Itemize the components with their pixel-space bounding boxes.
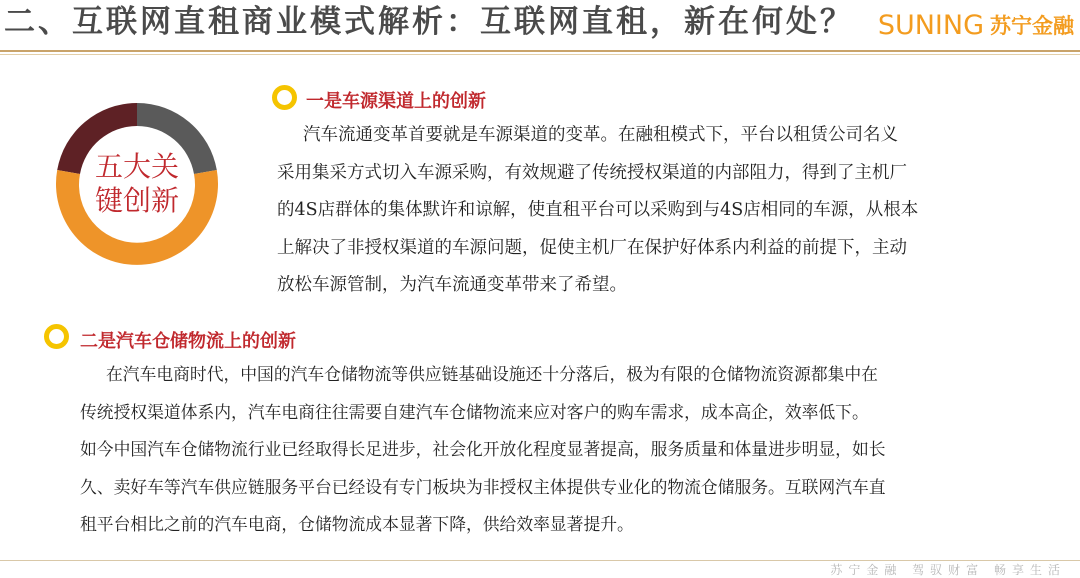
footer-slogan: 苏宁金融 驾驭财富 畅享生活	[830, 563, 1066, 577]
header-divider-thin	[0, 54, 1080, 55]
section1-line: 放松车源管制，为汽车流通变革带来了希望。	[277, 275, 627, 295]
slide-title: 二、互联网直租商业模式解析：互联网直租，新在何处？	[4, 4, 854, 40]
suning-logo	[874, 8, 1074, 42]
section2-heading: 二是汽车仓储物流上的创新	[80, 331, 296, 352]
key-innovations-badge	[56, 103, 218, 265]
badge-line-1: 五大关	[94, 150, 179, 183]
section1-line: 的4S店群体的集体默许和谅解，使直租平台可以采购到与4S店相同的车源，从根本	[277, 200, 919, 220]
section1-line: 汽车流通变革首要就是车源渠道的变革。在融租模式下，平台以租赁公司名义	[303, 125, 898, 145]
header-divider	[0, 50, 1080, 52]
section2-line: 传统授权渠道体系内，汽车电商往往需要自建汽车仓储物流来应对客户的购车需求，成本高企，效率低下。	[80, 401, 869, 422]
section2-line: 如今中国汽车仓储物流行业已经取得长足进步，社会化开放化程度显著提高，服务质量和体量进步明显，如长	[80, 439, 886, 459]
bullet-circle-icon	[44, 324, 69, 349]
badge-line-2: 键创新	[94, 184, 179, 217]
bullet-circle-icon	[272, 85, 297, 110]
brand-name-en: SUNING	[877, 9, 984, 41]
section2-line: 久、卖好车等汽车供应链服务平台已经设有专门板块为非授权主体提供专业化的物流仓储服务。互联网汽车直	[80, 476, 886, 497]
section1-heading: 一是车源渠道上的创新	[306, 91, 486, 112]
brand-name-cn: 苏宁金融	[990, 14, 1074, 38]
section1-paragraph	[277, 117, 918, 305]
footer-divider	[0, 560, 1080, 561]
section2-line: 租平台相比之前的汽车电商，仓储物流成本显著下降，供给效率显著提升。	[80, 514, 634, 534]
section2-line: 在汽车电商时代，中国的汽车仓储物流等供应链基础设施还十分落后，极为有限的仓储物流资源都集中在	[106, 364, 878, 384]
section1-line: 上解决了非授权渠道的车源问题，促使主机厂在保护好体系内利益的前提下，主动	[277, 237, 907, 258]
section2-paragraph	[80, 356, 886, 544]
section1-line: 采用集采方式切入车源采购，有效规避了传统授权渠道的内部阻力，得到了主机厂	[277, 162, 907, 183]
